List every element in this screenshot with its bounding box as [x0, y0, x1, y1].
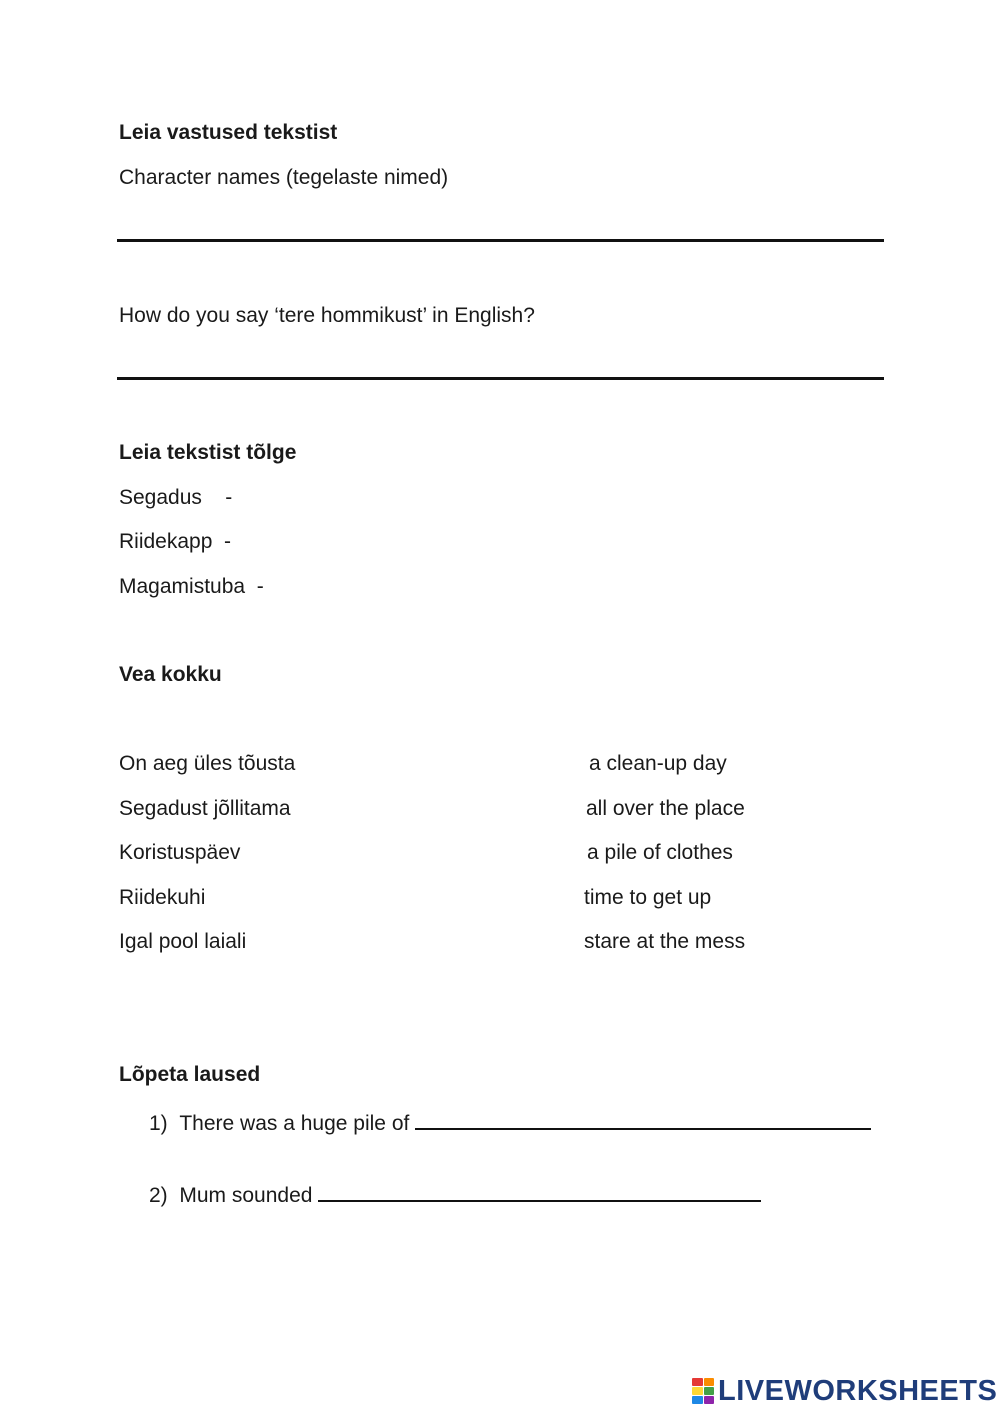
logo-tile	[704, 1396, 715, 1404]
liveworksheets-logo	[692, 1374, 997, 1408]
sentence-1-text: There was a huge pile of	[179, 1112, 410, 1135]
section-heading-match: Vea kokku	[119, 663, 222, 686]
section-heading-answers: Leia vastused tekstist	[119, 121, 338, 144]
sentence-1	[149, 1108, 871, 1136]
liveworksheets-logo-icon	[692, 1378, 714, 1404]
sentence-2	[149, 1180, 761, 1208]
logo-text: LIVEWORKSHEETS	[718, 1374, 998, 1407]
logo-tile	[692, 1396, 703, 1404]
match-left-item[interactable]: Riidekuhi	[119, 886, 206, 909]
sentence-1-blank[interactable]	[415, 1108, 871, 1130]
match-right-item[interactable]: a pile of clothes	[587, 841, 733, 864]
translation-item-segadus: Segadus -	[119, 486, 233, 509]
section-heading-translation: Leia tekstist tõlge	[119, 441, 297, 464]
answer-line-good-morning[interactable]	[117, 377, 884, 380]
match-left-item[interactable]: On aeg üles tõusta	[119, 752, 296, 775]
logo-tile	[692, 1378, 703, 1386]
match-right-item[interactable]: stare at the mess	[584, 930, 746, 953]
match-right-item[interactable]: all over the place	[586, 797, 745, 820]
match-left-item[interactable]: Igal pool laiali	[119, 930, 247, 953]
match-right-item[interactable]: time to get up	[584, 886, 712, 909]
answer-line-character-names[interactable]	[117, 239, 884, 242]
sentence-2-blank[interactable]	[318, 1180, 761, 1202]
logo-tile	[704, 1378, 715, 1386]
translation-item-riidekapp: Riidekapp -	[119, 530, 232, 553]
section-heading-complete: Lõpeta laused	[119, 1063, 261, 1086]
logo-tile	[692, 1387, 703, 1395]
match-right-item[interactable]: a clean-up day	[589, 752, 727, 775]
sentence-2-number: 2)	[149, 1184, 168, 1207]
translation-item-magamistuba: Magamistuba -	[119, 575, 264, 598]
match-left-item[interactable]: Koristuspäev	[119, 841, 241, 864]
logo-tile	[704, 1387, 715, 1395]
sentence-2-text: Mum sounded	[179, 1184, 313, 1207]
sentence-1-number: 1)	[149, 1112, 168, 1135]
question-character-names: Character names (tegelaste nimed)	[119, 166, 449, 189]
match-left-item[interactable]: Segadust jõllitama	[119, 797, 291, 820]
question-good-morning: How do you say ‘tere hommikust’ in English?	[119, 304, 535, 327]
